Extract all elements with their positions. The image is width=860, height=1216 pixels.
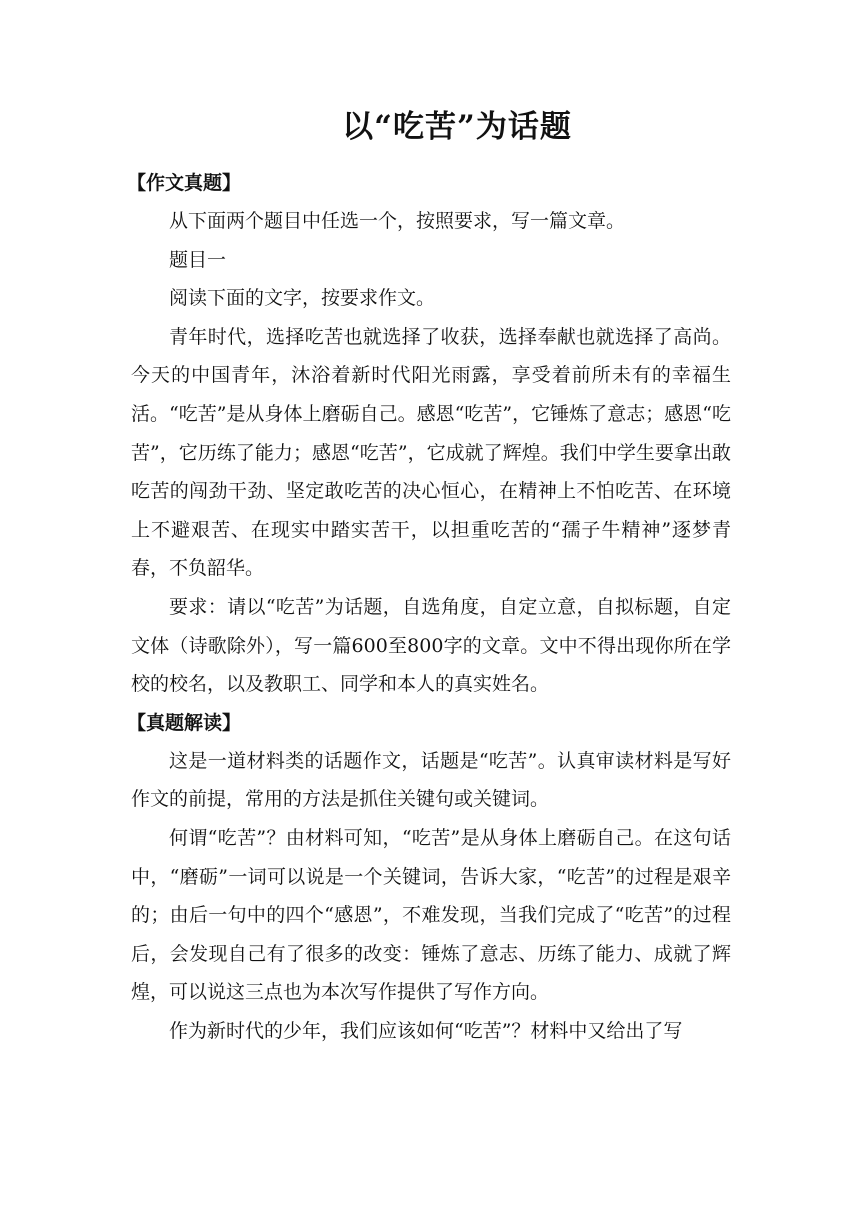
paragraph: 题目一: [169, 248, 227, 271]
section-prompt-analysis: [127, 704, 731, 1051]
paragraph: 何谓“吃苦”？由材料可知，“吃苦”是从身体上磨砺自己。在这句话中，“磨砺”一词可以说是一个关键词，告诉大家，“吃苦”的过程是艰辛的；由后一句中的四个“感恩”，不难发现，当我们完成了“吃苦”的过程后，会发现自己有了很多的改变：锤炼了意志、历练了能力、成就了辉煌，可以说这三点也为本次写作提供了写作方向。: [131, 826, 731, 1004]
section-heading: 【真题解读】: [127, 711, 242, 734]
section-heading: 【作文真题】: [127, 172, 242, 194]
document-title: 以“吃苦”为话题: [342, 109, 572, 145]
paragraph: 这是一道材料类的话题作文，话题是“吃苦”。认真审读材料是写好作文的前提，常用的方法是抓住关键句或关键词。: [131, 749, 731, 811]
paragraph: 阅读下面的文字，按要求作文。: [169, 287, 436, 310]
section-essay-prompt: [127, 164, 731, 704]
paragraph: 作为新时代的少年，我们应该如何“吃苦”？材料中又给出了写: [169, 1019, 683, 1042]
document-page: [127, 98, 731, 1050]
paragraph: 青年时代，选择吃苦也就选择了收获，选择奉献也就选择了高尚。今天的中国青年，沐浴着新时代阳光雨露，享受着前所未有的幸福生活。“吃苦”是从身体上磨砺自己。感恩“吃苦”，它锤炼了意志；感恩“吃苦”，它历练了能力；感恩“吃苦”，它成就了辉煌。我们中学生要拿出敢吃苦的闯劲干劲、坚定敢吃苦的决心恒心，在精神上不怕吃苦、在环境上不避艰苦、在现实中踏实苦干，以担重吃苦的“孺子牛精神”逐梦青春，不负韶华。: [131, 325, 731, 580]
paragraph: 要求：请以“吃苦”为话题，自选角度，自定立意，自拟标题，自定文体（诗歌除外），写一篇600至800字的文章。文中不得出现你所在学校的校名，以及教职工、同学和本人的真实姓名。: [131, 595, 731, 696]
paragraph: 从下面两个题目中任选一个，按照要求，写一篇文章。: [169, 210, 626, 232]
